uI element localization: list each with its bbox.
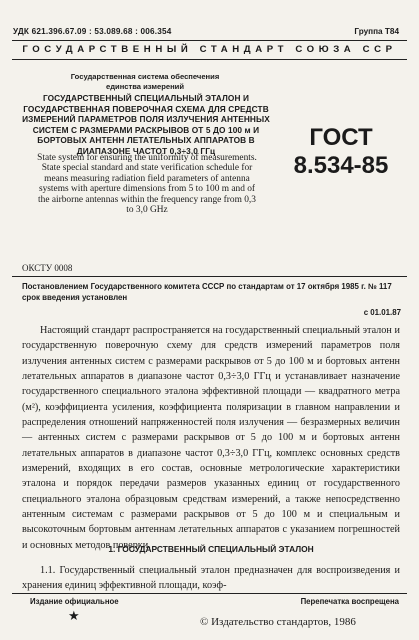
gost-number: 8.534-85 [293,152,389,179]
title-russian: ГОСУДАРСТВЕННЫЙ СПЕЦИАЛЬНЫЙ ЭТАЛОН И ГОСУДАРСТВЕННАЯ ПОВЕРОЧНАЯ СХЕМА ДЛЯ СРЕДСТВ ИЗМЕРЕНИЙ ПАРАМЕТРОВ ПОЛЯ ИЗЛУЧЕНИЯ АНТЕННЫХ СИСТЕМ С РАЗМЕРАМИ РАСКРЫВОВ ОТ 5 ДО 100 м И БОРТОВЫХ АНТЕНН ЛЕТАТЕЛЬНЫХ АППАРАТОВ В ДИАПАЗОНЕ ЧАСТОТ 0,3÷3,0 ГГц [22,93,270,156]
paragraph-1-1: 1.1. Государственный специальный эталон предназначен для воспроизведения и хранения единиц эффективной площади, коэф- [22,565,400,592]
reprint-note: Перепечатка воспрещена [300,597,399,606]
publisher-copyright: © Издательство стандартов, 1986 [200,616,356,628]
intro-date: с 01.01.87 [363,308,401,317]
standard-banner: ГОСУДАРСТВЕННЫЙ СТАНДАРТ СОЮЗА ССР [22,44,397,55]
body-paragraph: Настоящий стандарт распространяется на государственный специальный эталон и государственную поверочную схему для средств измерений параметров поля излучения антенных систем с размерами раскрывов от 5 до 100 м и бортовых антенн летательных аппаратов в диапазоне частот 0,3÷3,0 ГГц и устанавливает назначение государственного специального эталона эффективной площади — квадратного метра (м²), коэффициента усиления, коэффициента поляризации в главном направлении и распределения отношений напряженностей поля излучения — безразмерных величин — антенных систем с размерами раскрывов от 5 до 100 м и бортовых антенн летательных аппаратов в диапазоне частот 0,3÷3,0 ГГц, комплекс основных средств измерений, входящих в его состав, основные метрологические характеристики эталона и порядок передачи размеров указанных единиц от государственного специального эталона образцовым средствам измерений, а также непосредственно антенным системам с размерами раскрывов от 5 до 100 м и специальным и высокоточным бортовым антеннам летательных аппаратов с указанием погрешностей и основных методов поверки. [22,325,400,551]
okstu-code: ОКСТУ 0008 [22,263,73,273]
system-line-2: единства измерений [105,82,185,91]
system-heading [32,72,258,92]
decree-text: Постановлением Государственного комитета СССР по стандартам от 17 октября 1985 г. № 117 срок введения установлен [22,282,392,302]
banner-rule [12,59,407,60]
mid-rule [12,276,407,277]
body-section [22,323,400,553]
section-title: 1. ГОСУДАРСТВЕННЫЙ СПЕЦИАЛЬНЫЙ ЭТАЛОН [108,544,314,554]
edition-note: Издание официальное [30,597,119,606]
udk-code: УДК 621.396.67.09 : 53.089.68 : 006.354 [13,27,172,36]
system-line-1: Государственная система обеспечения [70,72,220,81]
top-rule [12,40,407,41]
group-code: Группа Т84 [354,27,399,36]
title-english: State system for ensuring the uniformity of measurements. State special standard and state verification schedule for means measuring radiation field parameters of antenna systems with aperture dimensions from 5 to 100 m and of the airborne antennas within the frequency range from 0,3 to 3,0 GHz [37,153,257,216]
gost-label: ГОСТ [309,124,373,151]
star-icon: ★ [68,608,80,623]
footer-rule [12,593,407,594]
